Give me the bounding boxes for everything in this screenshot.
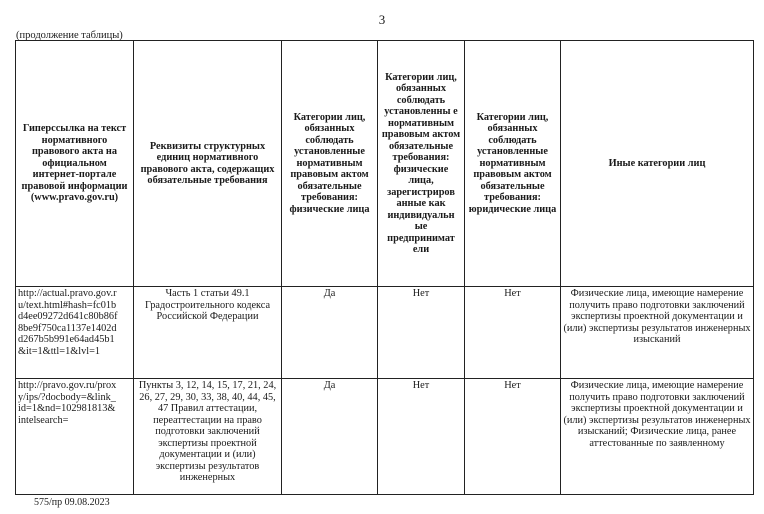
other-categories-value	[561, 379, 754, 495]
entrepreneurs-value: Нет	[378, 287, 465, 379]
header-individuals: Категории лиц, обязанных соблюдать установленные нормативным правовым актом обязательные требования: физические лица	[282, 41, 378, 287]
page-number: 3	[378, 12, 386, 27]
header-requisites: Реквизиты структурных единиц нормативного правового акта, содержащих обязательные требования	[134, 41, 282, 287]
act-hyperlink-text: http://pravo.gov.ru/prox y/ips/?docbody=&link_ id=1&nd=102981813& intelsearch=	[18, 380, 117, 426]
header-legal-entities: Категории лиц, обязанных соблюдать установленные нормативным правовым актом обязательные требования: юридические лица	[465, 41, 561, 287]
act-hyperlink[interactable]	[16, 379, 134, 495]
legal-entities-value: Нет	[465, 287, 561, 379]
other-categories-text: Физические лица, имеющие намерение получить право подготовки заключений экспертизы проектной документации и (или) экспертизы результатов инженерных изысканий; Физические лица, ранее аттестованные по заявленному	[563, 380, 751, 449]
continuation-label: (продолжение таблицы)	[16, 30, 123, 41]
individuals-value: Да	[282, 287, 378, 379]
act-requisites-text: Пункты 3, 12, 14, 15, 17, 21, 24, 26, 27, 29, 30, 33, 38, 40, 44, 45, 47 Правил аттестации, переаттестации на право подготовки заключений экспертизы проектной документации и (или) экспертизы результатов инженерных	[138, 380, 277, 483]
table-row	[16, 379, 754, 495]
other-categories-value: Физические лица, имеющие намерение получить право подготовки заключений экспертизы проектной документации и (или) экспертизы результатов инженерных изысканий	[561, 287, 754, 379]
requirements-table	[15, 40, 754, 495]
act-requisites: Часть 1 статьи 49.1 Градостроительного кодекса Российской Федерации	[134, 287, 282, 379]
header-other-categories: Иные категории лиц	[561, 41, 754, 287]
legal-entities-value: Нет	[465, 379, 561, 495]
table-header-row	[16, 41, 754, 287]
document-code: 575/пр 09.08.2023	[34, 497, 110, 508]
header-hyperlink: Гиперссылка на текст нормативного правового акта на официальном интернет-портале правовой информации (www.pravo.gov.ru)	[16, 41, 134, 287]
header-entrepreneurs: Категории лиц, обязанных соблюдать установленны е нормативным правовым актом обязательные требования: физические лица, зарегистриров анные как индивидуальн ые предпринимат ели	[378, 41, 465, 287]
table-row	[16, 287, 754, 379]
act-requisites	[134, 379, 282, 495]
act-hyperlink[interactable]: http://actual.pravo.gov.r u/text.html#hash=fc01b d4ee09272d641c80b86f 8be9f750ca1137e1402d d267b5b991e64ad45b1 &it=1&ttl=1&lvl=1	[16, 287, 134, 379]
entrepreneurs-value: Нет	[378, 379, 465, 495]
individuals-value: Да	[282, 379, 378, 495]
